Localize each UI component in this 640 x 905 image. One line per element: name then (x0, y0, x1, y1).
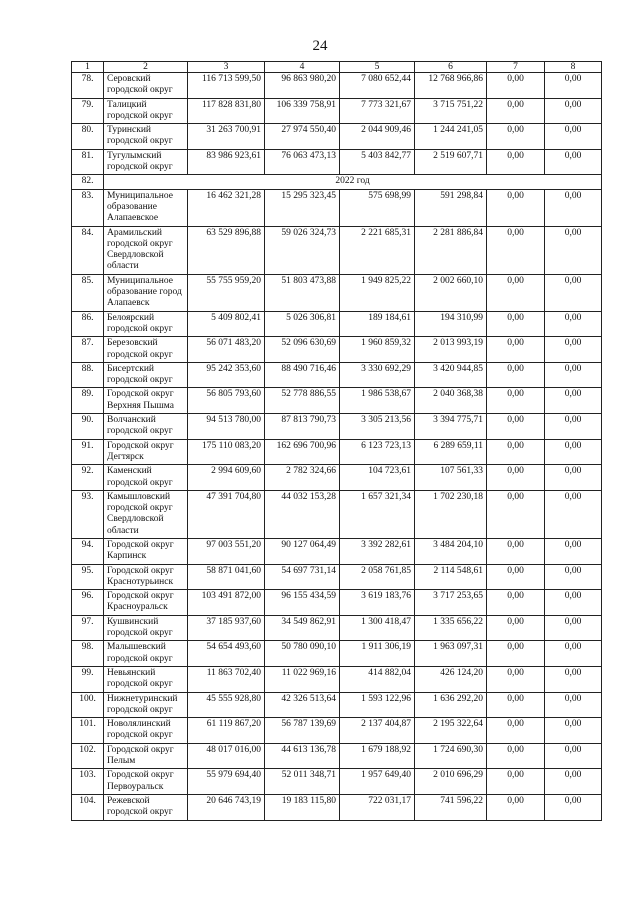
table-row (72, 439, 602, 465)
amount-col7: 0,00 (487, 414, 545, 440)
amount-col4: 56 787 139,69 (265, 718, 340, 744)
municipality-name: Городской округ Карпинск (104, 538, 188, 564)
amount-col8: 0,00 (545, 388, 602, 414)
amount-col3: 56 805 793,60 (188, 388, 265, 414)
amount-col8: 0,00 (545, 718, 602, 744)
amount-col5: 2 137 404,87 (340, 718, 415, 744)
amount-col3: 83 986 923,61 (188, 149, 265, 175)
row-number: 91. (72, 439, 104, 465)
amount-col8: 0,00 (545, 226, 602, 274)
municipality-name: Туринский городской округ (104, 124, 188, 150)
municipality-name: Серовский городской округ (104, 73, 188, 99)
amount-col6: 1 702 230,18 (415, 490, 487, 538)
municipality-name: Муниципальное образование Алапаевское (104, 189, 188, 226)
amount-col5: 189 184,61 (340, 311, 415, 337)
amount-col4: 90 127 064,49 (265, 538, 340, 564)
municipality-name: Талицкий городской округ (104, 98, 188, 124)
table-row (72, 337, 602, 363)
row-number: 88. (72, 362, 104, 388)
amount-col7: 0,00 (487, 73, 545, 99)
amount-col3: 31 263 700,91 (188, 124, 265, 150)
amount-col6: 194 310,99 (415, 311, 487, 337)
municipality-name: Городской округ Первоуральск (104, 769, 188, 795)
amount-col8: 0,00 (545, 337, 602, 363)
municipality-name: Городской округ Верхняя Пышма (104, 388, 188, 414)
row-number: 82. (72, 175, 104, 189)
amount-col5: 3 305 213,56 (340, 414, 415, 440)
amount-col6: 6 289 659,11 (415, 439, 487, 465)
amount-col7: 0,00 (487, 769, 545, 795)
amount-col7: 0,00 (487, 490, 545, 538)
row-number: 92. (72, 465, 104, 491)
amount-col5: 1 300 418,47 (340, 615, 415, 641)
amount-col4: 162 696 700,96 (265, 439, 340, 465)
amount-col7: 0,00 (487, 538, 545, 564)
amount-col5: 1 949 825,22 (340, 274, 415, 311)
table-row (72, 124, 602, 150)
amount-col3: 116 713 599,50 (188, 73, 265, 99)
table-row (72, 590, 602, 616)
amount-col3: 55 755 959,20 (188, 274, 265, 311)
table-row (72, 311, 602, 337)
amount-col6: 2 013 993,19 (415, 337, 487, 363)
amount-col5: 2 221 685,31 (340, 226, 415, 274)
amount-col3: 47 391 704,80 (188, 490, 265, 538)
amount-col7: 0,00 (487, 641, 545, 667)
amount-col3: 48 017 016,00 (188, 743, 265, 769)
amount-col7: 0,00 (487, 362, 545, 388)
amount-col7: 0,00 (487, 564, 545, 590)
amount-col6: 2 519 607,71 (415, 149, 487, 175)
amount-col7: 0,00 (487, 311, 545, 337)
table-body (72, 62, 602, 821)
amount-col6: 107 561,33 (415, 465, 487, 491)
amount-col7: 0,00 (487, 439, 545, 465)
column-number: 3 (188, 62, 265, 73)
row-number: 98. (72, 641, 104, 667)
amount-col7: 0,00 (487, 337, 545, 363)
amount-col7: 0,00 (487, 718, 545, 744)
municipality-name: Белоярский городской округ (104, 311, 188, 337)
amount-col7: 0,00 (487, 226, 545, 274)
amount-col7: 0,00 (487, 149, 545, 175)
municipality-name: Тугулымский городской округ (104, 149, 188, 175)
column-number: 5 (340, 62, 415, 73)
year-row (72, 175, 602, 189)
amount-col8: 0,00 (545, 311, 602, 337)
row-number: 84. (72, 226, 104, 274)
row-number: 83. (72, 189, 104, 226)
amount-col8: 0,00 (545, 590, 602, 616)
table-row (72, 362, 602, 388)
row-number: 94. (72, 538, 104, 564)
column-number: 4 (265, 62, 340, 73)
amount-col8: 0,00 (545, 641, 602, 667)
amount-col3: 45 555 928,80 (188, 692, 265, 718)
amount-col6: 1 636 292,20 (415, 692, 487, 718)
amount-col4: 19 183 115,80 (265, 794, 340, 820)
amount-col8: 0,00 (545, 414, 602, 440)
row-number: 99. (72, 666, 104, 692)
amount-col5: 5 403 842,77 (340, 149, 415, 175)
amount-col4: 59 026 324,73 (265, 226, 340, 274)
column-number: 2 (104, 62, 188, 73)
table-row (72, 189, 602, 226)
amount-col5: 3 619 183,76 (340, 590, 415, 616)
row-number: 81. (72, 149, 104, 175)
amount-col6: 3 484 204,10 (415, 538, 487, 564)
municipality-name: Бисертский городской округ (104, 362, 188, 388)
row-number: 97. (72, 615, 104, 641)
amount-col8: 0,00 (545, 73, 602, 99)
table-row (72, 692, 602, 718)
amount-col3: 2 994 609,60 (188, 465, 265, 491)
amount-col3: 5 409 802,41 (188, 311, 265, 337)
row-number: 78. (72, 73, 104, 99)
amount-col8: 0,00 (545, 490, 602, 538)
table-row (72, 641, 602, 667)
amount-col6: 591 298,84 (415, 189, 487, 226)
amount-col3: 16 462 321,28 (188, 189, 265, 226)
table-row (72, 666, 602, 692)
amount-col4: 44 032 153,28 (265, 490, 340, 538)
amount-col8: 0,00 (545, 124, 602, 150)
municipality-name: Муниципальное образование город Алапаевск (104, 274, 188, 311)
table-row (72, 794, 602, 820)
amount-col4: 54 697 731,14 (265, 564, 340, 590)
amount-col6: 2 002 660,10 (415, 274, 487, 311)
row-number: 102. (72, 743, 104, 769)
amount-col6: 426 124,20 (415, 666, 487, 692)
amount-col4: 96 155 434,59 (265, 590, 340, 616)
table-row (72, 226, 602, 274)
amount-col8: 0,00 (545, 189, 602, 226)
row-number: 87. (72, 337, 104, 363)
row-number: 103. (72, 769, 104, 795)
amount-col4: 50 780 090,10 (265, 641, 340, 667)
amount-col3: 63 529 896,88 (188, 226, 265, 274)
amount-col7: 0,00 (487, 98, 545, 124)
subsidy-table (71, 61, 602, 821)
amount-col6: 3 715 751,22 (415, 98, 487, 124)
amount-col4: 88 490 716,46 (265, 362, 340, 388)
amount-col5: 2 044 909,46 (340, 124, 415, 150)
municipality-name: Кушвинский городской округ (104, 615, 188, 641)
row-number: 96. (72, 590, 104, 616)
amount-col5: 722 031,17 (340, 794, 415, 820)
amount-col7: 0,00 (487, 590, 545, 616)
amount-col6: 1 724 690,30 (415, 743, 487, 769)
amount-col6: 1 244 241,05 (415, 124, 487, 150)
amount-col5: 1 960 859,32 (340, 337, 415, 363)
municipality-name: Городской округ Дегтярск (104, 439, 188, 465)
amount-col8: 0,00 (545, 615, 602, 641)
amount-col3: 95 242 353,60 (188, 362, 265, 388)
amount-col6: 3 717 253,65 (415, 590, 487, 616)
amount-col4: 52 011 348,71 (265, 769, 340, 795)
year-label: 2022 год (104, 175, 602, 189)
amount-col6: 3 394 775,71 (415, 414, 487, 440)
table-row (72, 743, 602, 769)
amount-col8: 0,00 (545, 98, 602, 124)
municipality-name: Камышловский городской округ Свердловской области (104, 490, 188, 538)
municipality-name: Городской округ Красноуральск (104, 590, 188, 616)
column-number: 8 (545, 62, 602, 73)
amount-col3: 54 654 493,60 (188, 641, 265, 667)
amount-col3: 55 979 694,40 (188, 769, 265, 795)
amount-col5: 1 986 538,67 (340, 388, 415, 414)
amount-col7: 0,00 (487, 743, 545, 769)
table-row (72, 538, 602, 564)
amount-col6: 3 420 944,85 (415, 362, 487, 388)
amount-col5: 2 058 761,85 (340, 564, 415, 590)
amount-col4: 5 026 306,81 (265, 311, 340, 337)
amount-col7: 0,00 (487, 274, 545, 311)
table-row (72, 149, 602, 175)
amount-col7: 0,00 (487, 615, 545, 641)
amount-col6: 12 768 966,86 (415, 73, 487, 99)
column-number: 1 (72, 62, 104, 73)
amount-col5: 1 957 649,40 (340, 769, 415, 795)
amount-col3: 94 513 780,00 (188, 414, 265, 440)
amount-col7: 0,00 (487, 388, 545, 414)
row-number: 86. (72, 311, 104, 337)
municipality-name: Каменский городской округ (104, 465, 188, 491)
amount-col8: 0,00 (545, 743, 602, 769)
municipality-name: Малышевский городской округ (104, 641, 188, 667)
amount-col8: 0,00 (545, 439, 602, 465)
amount-col5: 414 882,04 (340, 666, 415, 692)
row-number: 89. (72, 388, 104, 414)
amount-col7: 0,00 (487, 794, 545, 820)
column-number: 6 (415, 62, 487, 73)
amount-col3: 97 003 551,20 (188, 538, 265, 564)
amount-col4: 87 813 790,73 (265, 414, 340, 440)
row-number: 95. (72, 564, 104, 590)
amount-col5: 104 723,61 (340, 465, 415, 491)
amount-col5: 1 911 306,19 (340, 641, 415, 667)
row-number: 104. (72, 794, 104, 820)
amount-col3: 61 119 867,20 (188, 718, 265, 744)
municipality-name: Арамильский городской округ Свердловской области (104, 226, 188, 274)
amount-col4: 52 778 886,55 (265, 388, 340, 414)
table-row (72, 98, 602, 124)
amount-col8: 0,00 (545, 692, 602, 718)
amount-col8: 0,00 (545, 769, 602, 795)
amount-col4: 34 549 862,91 (265, 615, 340, 641)
amount-col5: 6 123 723,13 (340, 439, 415, 465)
table-row (72, 465, 602, 491)
amount-col3: 175 110 083,20 (188, 439, 265, 465)
page-number: 24 (312, 38, 328, 54)
amount-col6: 1 335 656,22 (415, 615, 487, 641)
table-row (72, 564, 602, 590)
amount-col8: 0,00 (545, 666, 602, 692)
municipality-name: Волчанский городской округ (104, 414, 188, 440)
amount-col6: 1 963 097,31 (415, 641, 487, 667)
amount-col3: 20 646 743,19 (188, 794, 265, 820)
amount-col4: 2 782 324,66 (265, 465, 340, 491)
amount-col3: 58 871 041,60 (188, 564, 265, 590)
amount-col6: 741 596,22 (415, 794, 487, 820)
row-number: 100. (72, 692, 104, 718)
amount-col4: 76 063 473,13 (265, 149, 340, 175)
table-row (72, 388, 602, 414)
amount-col4: 44 613 136,78 (265, 743, 340, 769)
table-row (72, 490, 602, 538)
amount-col3: 103 491 872,00 (188, 590, 265, 616)
amount-col8: 0,00 (545, 465, 602, 491)
amount-col3: 37 185 937,60 (188, 615, 265, 641)
amount-col4: 96 863 980,20 (265, 73, 340, 99)
amount-col8: 0,00 (545, 362, 602, 388)
municipality-name: Нижнетуринский городской округ (104, 692, 188, 718)
amount-col6: 2 040 368,38 (415, 388, 487, 414)
amount-col5: 1 593 122,96 (340, 692, 415, 718)
amount-col5: 3 330 692,29 (340, 362, 415, 388)
amount-col5: 7 080 652,44 (340, 73, 415, 99)
amount-col3: 56 071 483,20 (188, 337, 265, 363)
amount-col7: 0,00 (487, 692, 545, 718)
table-row (72, 414, 602, 440)
amount-col7: 0,00 (487, 666, 545, 692)
row-number: 90. (72, 414, 104, 440)
amount-col8: 0,00 (545, 149, 602, 175)
row-number: 80. (72, 124, 104, 150)
amount-col5: 1 657 321,34 (340, 490, 415, 538)
amount-col6: 2 010 696,29 (415, 769, 487, 795)
amount-col6: 2 281 886,84 (415, 226, 487, 274)
amount-col6: 2 195 322,64 (415, 718, 487, 744)
table-row (72, 274, 602, 311)
municipality-name: Режевской городской округ (104, 794, 188, 820)
amount-col4: 11 022 969,16 (265, 666, 340, 692)
table-row (72, 73, 602, 99)
amount-col5: 7 773 321,67 (340, 98, 415, 124)
table-row (72, 718, 602, 744)
municipality-name: Городской округ Краснотурьинск (104, 564, 188, 590)
amount-col6: 2 114 548,61 (415, 564, 487, 590)
amount-col8: 0,00 (545, 538, 602, 564)
row-number: 85. (72, 274, 104, 311)
amount-col5: 1 679 188,92 (340, 743, 415, 769)
amount-col4: 42 326 513,64 (265, 692, 340, 718)
amount-col8: 0,00 (545, 274, 602, 311)
column-number-row (72, 62, 602, 73)
amount-col5: 3 392 282,61 (340, 538, 415, 564)
column-number: 7 (487, 62, 545, 73)
amount-col4: 15 295 323,45 (265, 189, 340, 226)
amount-col5: 575 698,99 (340, 189, 415, 226)
amount-col7: 0,00 (487, 189, 545, 226)
municipality-name: Новолялинский городской округ (104, 718, 188, 744)
table-row (72, 769, 602, 795)
amount-col4: 106 339 758,91 (265, 98, 340, 124)
municipality-name: Березовский городской округ (104, 337, 188, 363)
amount-col7: 0,00 (487, 124, 545, 150)
amount-col8: 0,00 (545, 794, 602, 820)
municipality-name: Городской округ Пелым (104, 743, 188, 769)
amount-col4: 27 974 550,40 (265, 124, 340, 150)
amount-col7: 0,00 (487, 465, 545, 491)
amount-col3: 117 828 831,80 (188, 98, 265, 124)
amount-col3: 11 863 702,40 (188, 666, 265, 692)
row-number: 79. (72, 98, 104, 124)
table-row (72, 615, 602, 641)
row-number: 101. (72, 718, 104, 744)
amount-col4: 51 803 473,88 (265, 274, 340, 311)
row-number: 93. (72, 490, 104, 538)
amount-col4: 52 096 630,69 (265, 337, 340, 363)
municipality-name: Невьянский городской округ (104, 666, 188, 692)
amount-col8: 0,00 (545, 564, 602, 590)
